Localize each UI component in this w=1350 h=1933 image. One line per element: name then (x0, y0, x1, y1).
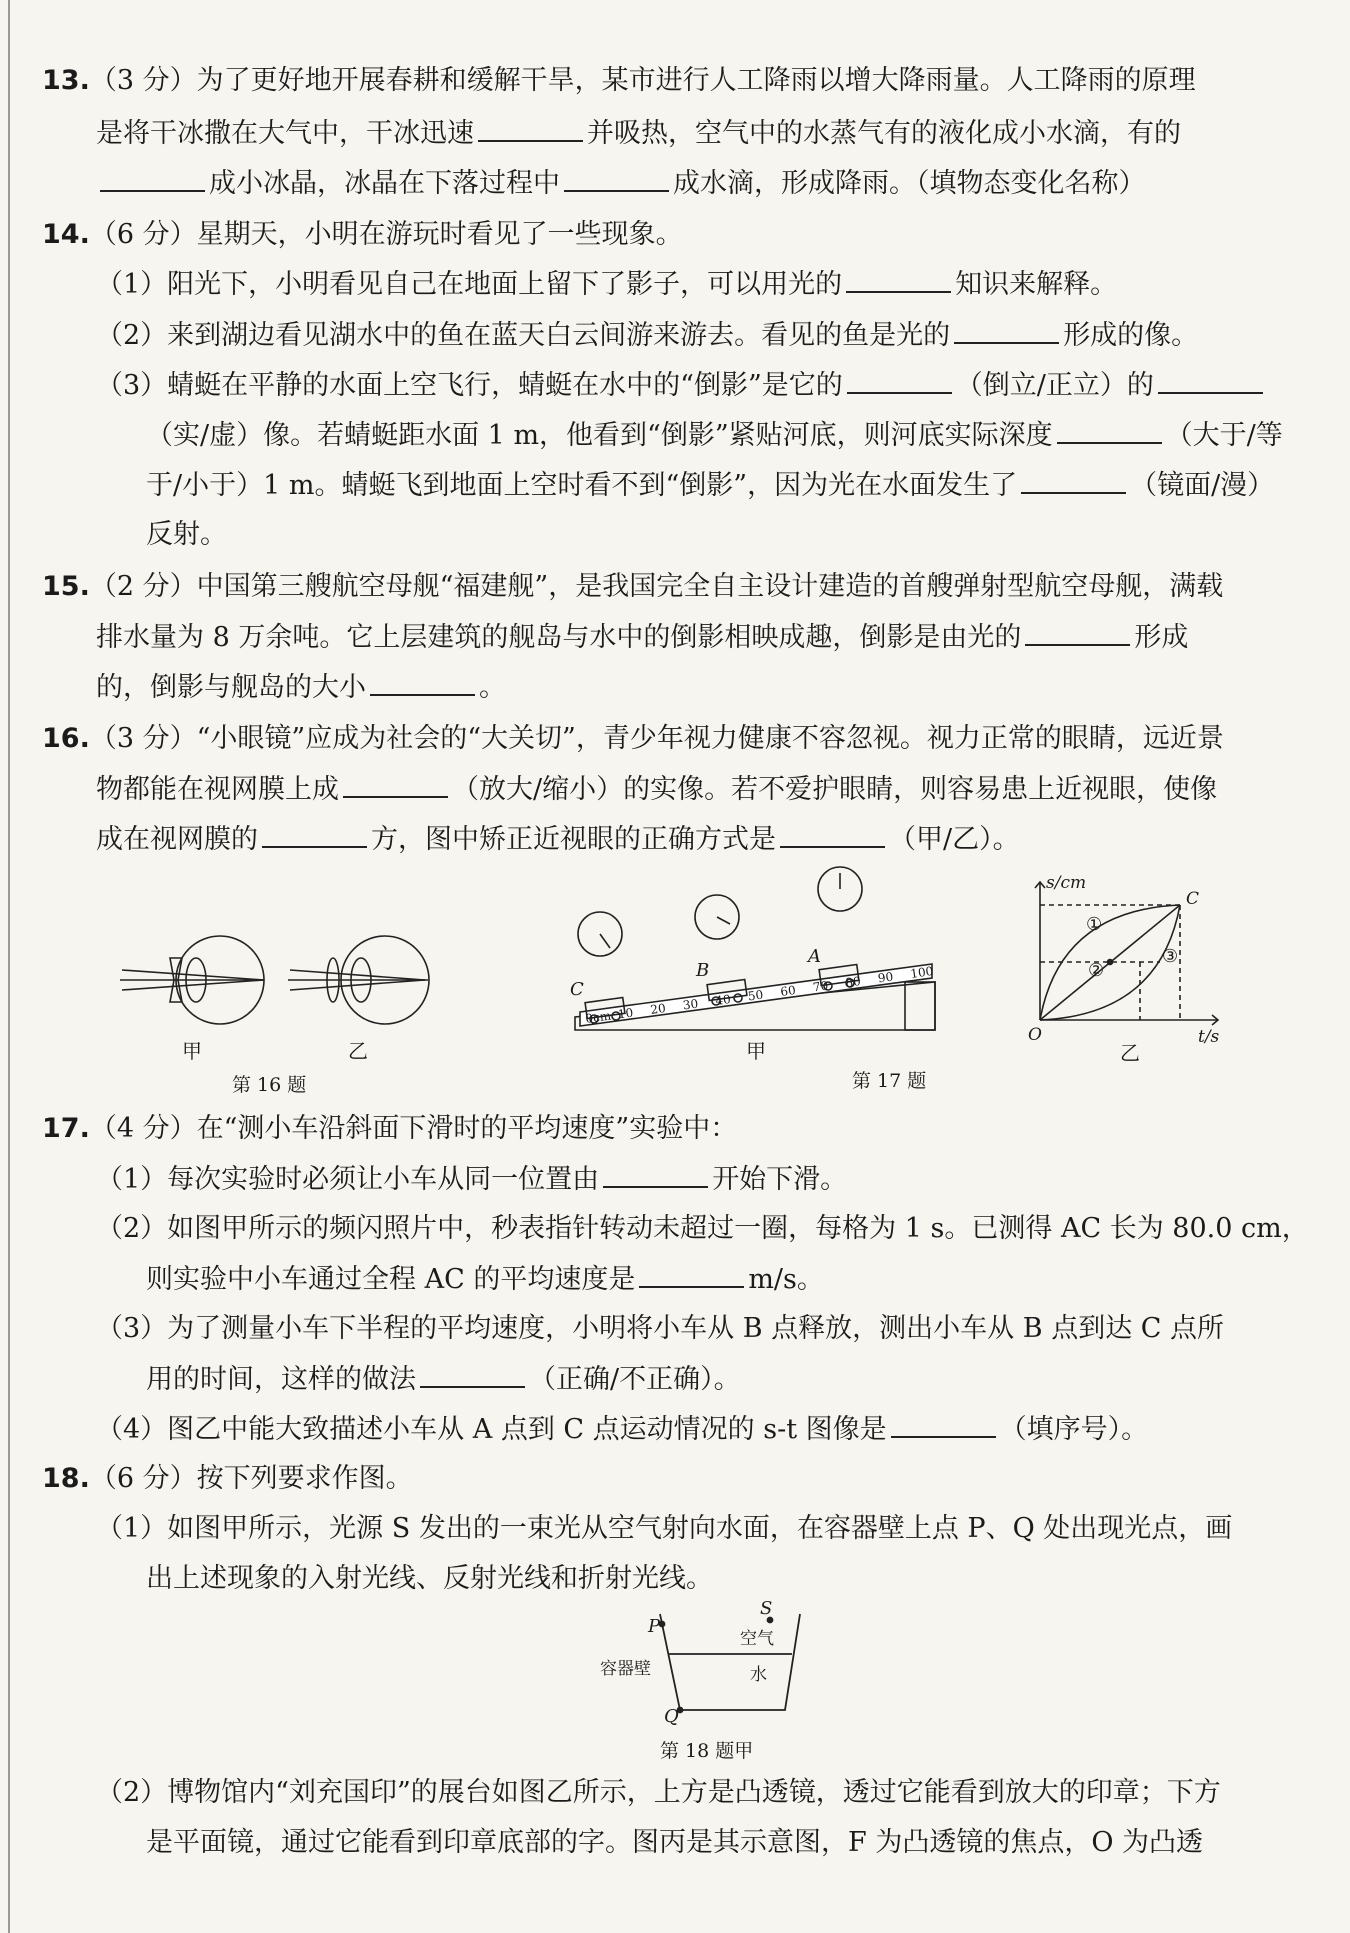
q15-text-d: 。 (479, 672, 506, 703)
q13-text-d: 成水滴，形成降雨。（填物态变化名称） (673, 168, 1146, 199)
label-water: 水 (750, 1665, 767, 1685)
fig16-caption: 第 16 题 (232, 1074, 307, 1096)
q13-text-c: 成小冰晶，冰晶在下落过程中 (209, 168, 560, 199)
graph-y-label: s/cm (1046, 873, 1087, 893)
answer-blank[interactable] (603, 1162, 708, 1188)
q14-sub3-mid: （倒立/正立）的 (955, 370, 1154, 401)
graph-point-c: C (1186, 889, 1200, 909)
q18-sub1-line2 (146, 1562, 713, 1596)
page-margin-line (8, 0, 10, 1933)
fig16-eye-yi (288, 936, 429, 1024)
ruler-tick-label: 0cm (584, 1008, 612, 1026)
q15-text-a: 排水量为 8 万余吨。它上层建筑的舰岛与水中的倒影相映成趣，倒影是由光的 (96, 622, 1022, 653)
q17-sub3-text: （3）为了测量小车下半程的平均速度，小明将小车从 B 点释放，测出小车从 B 点到达 C 点所 (96, 1313, 1225, 1344)
q16-line2 (96, 772, 1217, 807)
q13-text-b: 并吸热，空气中的水蒸气有的液化成小水滴，有的 (587, 118, 1181, 149)
q16-text-b: （放大/缩小）的实像。若不爱护眼睛，则容易患上近视眼，使像 (452, 774, 1218, 805)
q13-text-a: 是将干冰撒在大气中，干冰迅速 (96, 118, 474, 149)
q13-line2 (96, 116, 1181, 151)
q17-sub3-line1 (96, 1312, 1224, 1346)
fig16-label-yi: 乙 (348, 1039, 368, 1063)
answer-blank[interactable] (639, 1262, 744, 1288)
q14-sub3-line3 (146, 468, 1274, 503)
answer-blank[interactable] (100, 166, 205, 192)
answer-blank[interactable] (1021, 468, 1126, 494)
ruler-tick-label: 40 (714, 992, 732, 1008)
q13-line3 (96, 166, 1146, 201)
q17-sub2-line1 (96, 1212, 1309, 1246)
q17-sub1-tail: 开始下滑。 (712, 1164, 848, 1195)
container-wall (660, 1614, 800, 1710)
q14-number: 14. (42, 219, 90, 250)
answer-blank[interactable] (478, 116, 583, 142)
ruler-tick-label: 50 (747, 987, 765, 1004)
q14-sub3-line2 (146, 418, 1283, 453)
label-air: 空气 (740, 1629, 774, 1649)
q14-sub2-tail: 形成的像。 (1063, 320, 1199, 351)
q18-sub2-line1 (96, 1776, 1221, 1810)
q18-number: 18. (42, 1463, 90, 1494)
q17-sub4-tail: （填序号）。 (999, 1414, 1149, 1445)
q17-sub2-text2: 则实验中小车通过全程 AC 的平均速度是 (146, 1264, 636, 1295)
q14-sub1 (96, 267, 1117, 302)
q14-sub3-text: （3）蜻蜓在平静的水面上空飞行，蜻蜓在水中的“倒影”是它的 (96, 370, 843, 401)
q15-line2 (96, 620, 1188, 655)
q16-line3 (96, 822, 1020, 857)
point-p: P (648, 1616, 661, 1637)
q17-sub3-text2: 用的时间，这样的做法 (146, 1364, 416, 1395)
q17-sub3-line2 (146, 1362, 741, 1397)
q16-text: （3 分）“小眼镜”应成为社会的“大关切”，青少年视力健康不容忽视。视力正常的眼睛，远近景 (89, 723, 1224, 754)
q15-text-b: 形成 (1134, 622, 1189, 653)
q14-sub3-text4: 反射。 (146, 519, 227, 550)
q16-text-a: 物都能在视网膜上成 (96, 774, 339, 805)
q16-text-c: 成在视网膜的 (96, 824, 258, 855)
q17-line1 (42, 1112, 737, 1146)
incline-support-block (905, 982, 935, 1030)
answer-blank[interactable] (262, 822, 367, 848)
answer-blank[interactable] (1025, 620, 1130, 646)
fig16-label-jia: 甲 (182, 1039, 202, 1063)
graph-curve-1-label: ① (1086, 914, 1103, 935)
q18-sub2-text2: 是平面镜，通过它能看到印章底部的字。图丙是其示意图，F 为凸透镜的焦点，O 为凸透 (146, 1827, 1204, 1858)
graph-x-label: t/s (1198, 1027, 1220, 1047)
q17-sub1-text: （1）每次实验时必须让小车从同一位置由 (96, 1164, 600, 1195)
q17-sub4 (96, 1412, 1148, 1447)
q17-sub3-tail: （正确/不正确）。 (529, 1364, 741, 1395)
q16-text-e: （甲/乙）。 (889, 824, 1020, 855)
q17-sub4-text: （4）图乙中能大致描述小车从 A 点到 C 点运动情况的 s-t 图像是 (96, 1414, 887, 1445)
graph-curve-3-label: ③ (1162, 946, 1179, 967)
q18-text: （6 分）按下列要求作图。 (89, 1463, 413, 1494)
q14-sub1-text: （1）阳光下，小明看见自己在地面上留下了影子，可以用光的 (96, 269, 843, 300)
q13-number: 13. (42, 65, 90, 96)
q14-line1 (42, 218, 683, 252)
answer-blank[interactable] (343, 772, 448, 798)
q14-sub1-tail: 知识来解释。 (955, 269, 1118, 300)
q16-number: 16. (42, 723, 90, 754)
q14-sub3-text3: 于/小于）1 m。蜻蜓飞到地面上空时看不到“倒影”，因为光在水面发生了 (146, 470, 1018, 501)
point-s: S (760, 1598, 773, 1619)
q15-text-c: 的，倒影与舰岛的大小 (96, 672, 366, 703)
q14-sub3-tail2: （大于/等 (1165, 420, 1283, 451)
point-c: C (570, 979, 584, 1000)
q15-text: （2 分）中国第三艘航空母舰“福建舰”，是我国完全自主设计建造的首艘弹射型航空母舰，满载 (89, 571, 1224, 602)
ruler-tick-label: 80 (844, 974, 862, 990)
answer-blank[interactable] (891, 1412, 996, 1438)
ruler-tick-label: 100 (909, 963, 935, 981)
answer-blank[interactable] (370, 670, 475, 696)
q14-sub2-text: （2）来到湖边看见湖水中的鱼在蓝天白云间游来游去。看见的鱼是光的 (96, 320, 951, 351)
fig16-eye-jia (120, 936, 264, 1024)
q15-number: 15. (42, 571, 90, 602)
q17-sub2-line2 (146, 1262, 824, 1297)
q18-sub1-text: （1）如图甲所示，光源 S 发出的一束光从空气射向水面，在容器壁上点 P、Q 处出现光点，画 (96, 1513, 1233, 1544)
q17-number: 17. (42, 1113, 90, 1144)
fig17-label-jia: 甲 (746, 1039, 766, 1063)
q14-sub3-tail3: （镜面/漫） (1130, 470, 1275, 501)
ruler-tick-label: 90 (877, 969, 895, 986)
ruler-tick-label: 70 (812, 978, 830, 995)
fig17-caption: 第 17 题 (852, 1070, 927, 1092)
answer-blank[interactable] (847, 368, 952, 394)
fig17-st-graph (1020, 870, 1230, 1070)
q14-text: （6 分）星期天，小明在游玩时看见了一些现象。 (89, 219, 683, 250)
answer-blank[interactable] (954, 318, 1059, 344)
q15-line3 (96, 670, 506, 705)
q18-sub2-text: （2）博物馆内“刘充国印”的展台如图乙所示，上方是凸透镜，透过它能看到放大的印章；下方 (96, 1777, 1221, 1808)
q17-text: （4 分）在“测小车沿斜面下滑时的平均速度”实验中： (89, 1113, 738, 1144)
point-a: A (808, 946, 821, 967)
point-q: Q (664, 1706, 679, 1727)
q14-sub3-line1 (96, 368, 1267, 403)
q18-sub2-line2 (146, 1826, 1203, 1860)
q16-text-d: 方，图中矫正近视眼的正确方式是 (371, 824, 776, 855)
q15-line1 (42, 570, 1223, 604)
fig16-eye-diagrams (120, 920, 450, 1080)
ruler-tick-label: 10 (617, 1005, 635, 1022)
q18-sub1-text2: 出上述现象的入射光线、反射光线和折射光线。 (146, 1563, 713, 1594)
q18-sub1-line1 (96, 1512, 1232, 1546)
q14-sub3-line4 (146, 518, 227, 552)
answer-blank[interactable] (846, 267, 951, 293)
answer-blank[interactable] (564, 166, 669, 192)
q13-text: （3 分）为了更好地开展春耕和缓解干旱，某市进行人工降雨以增大降雨量。人工降雨的原理 (89, 65, 1196, 96)
answer-blank[interactable] (1057, 418, 1162, 444)
fig17-label-yi: 乙 (1120, 1041, 1140, 1065)
q14-sub2 (96, 318, 1198, 353)
answer-blank[interactable] (420, 1362, 525, 1388)
graph-curve-2-label: ② (1088, 960, 1105, 981)
point-b: B (696, 960, 710, 981)
answer-blank[interactable] (780, 822, 885, 848)
graph-origin: O (1028, 1025, 1042, 1045)
q18-line1 (42, 1462, 413, 1496)
label-wall: 容器壁 (600, 1659, 651, 1679)
q14-sub3-text2: （实/虚）像。若蜻蜓距水面 1 m，他看到“倒影”紧贴河底，则河底实际深度 (146, 420, 1053, 451)
fig18-container (600, 1600, 820, 1730)
ruler-tick-label: 60 (779, 983, 797, 999)
q13-line1 (42, 64, 1196, 98)
q17-sub2-unit: m/s。 (748, 1264, 824, 1295)
q17-sub2-text: （2）如图甲所示的频闪照片中，秒表指针转动未超过一圈，每格为 1 s。已测得 AC 长为 80.0 cm， (96, 1213, 1309, 1244)
q16-line1 (42, 722, 1224, 756)
fig18-caption: 第 18 题甲 (660, 1740, 754, 1762)
ruler-tick-label: 30 (682, 996, 700, 1013)
answer-blank[interactable] (1158, 368, 1263, 394)
q17-sub1 (96, 1162, 847, 1197)
ruler-tick-label: 20 (649, 1001, 667, 1017)
fig17-incline (560, 862, 950, 1062)
